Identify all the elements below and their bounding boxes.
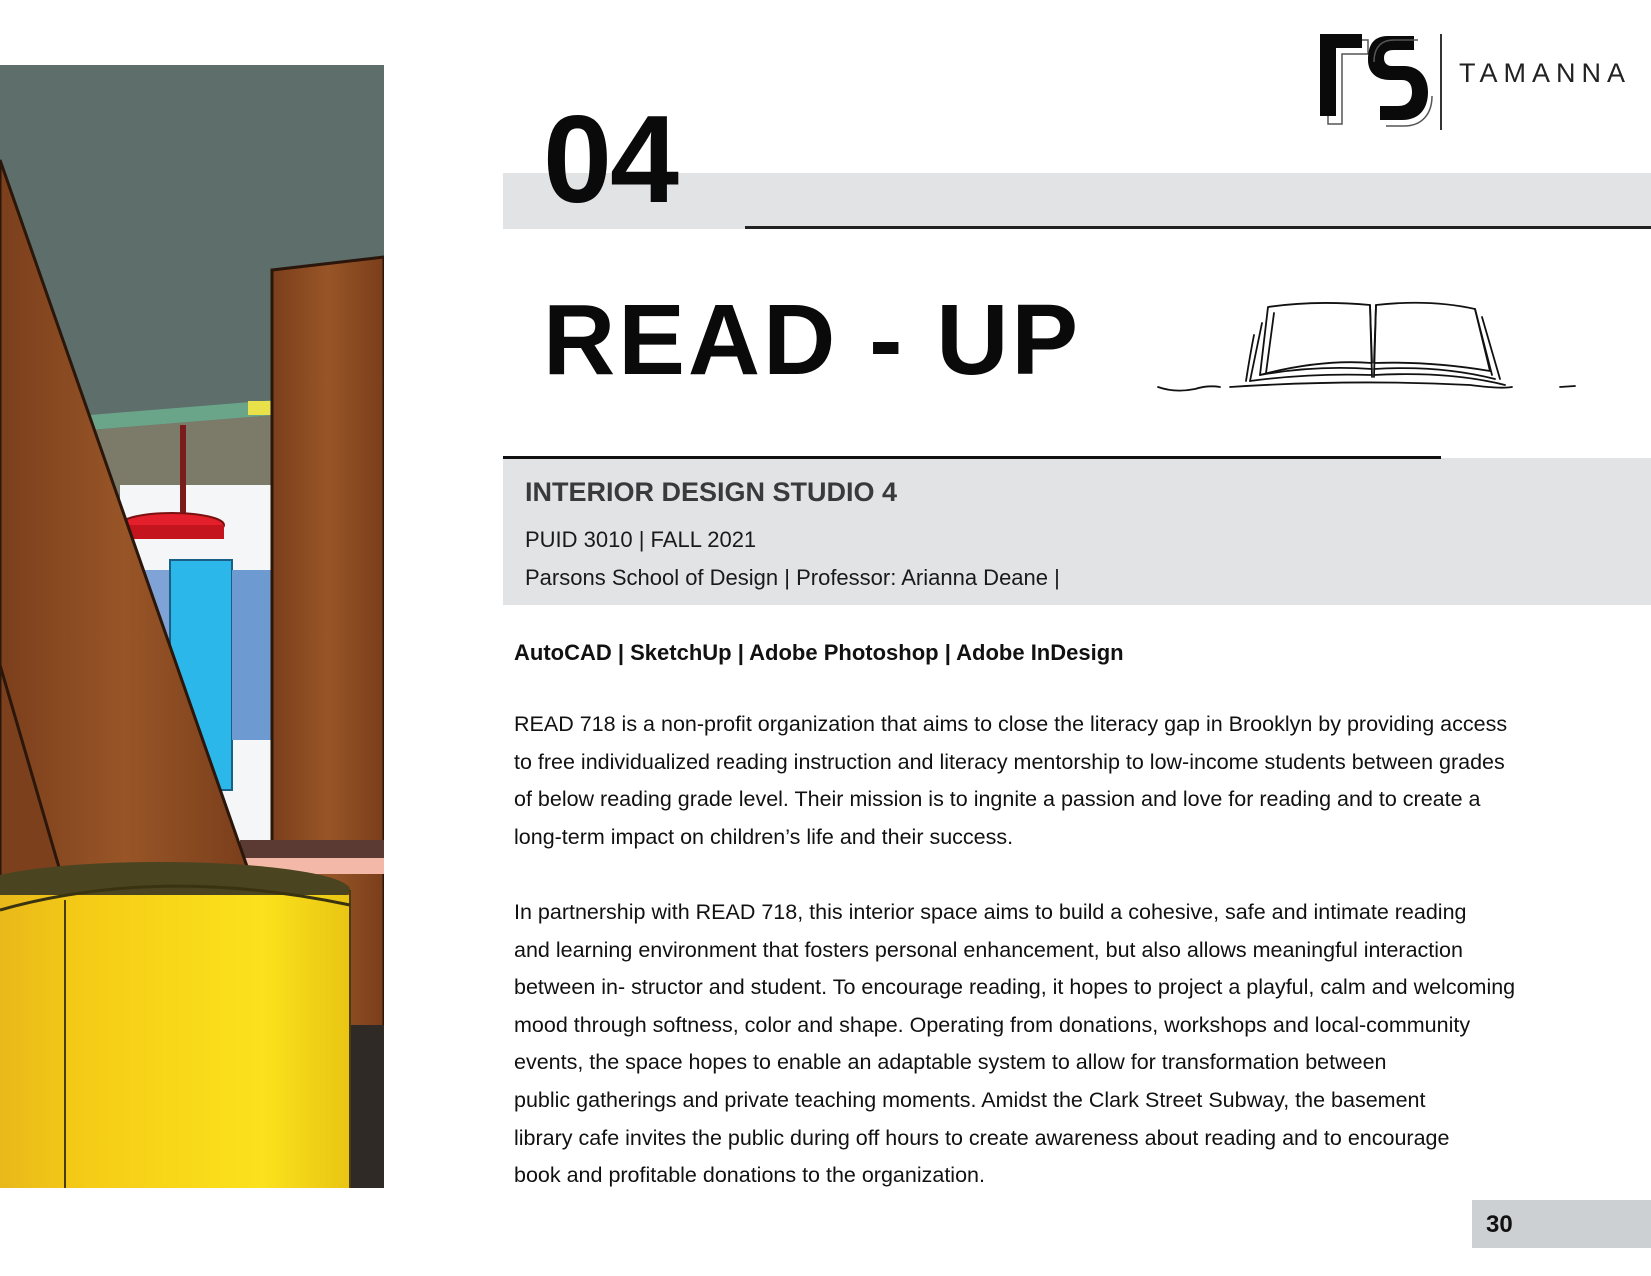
number-rule	[745, 226, 1651, 229]
paragraph-line: and learning environment that fosters personal enhancement, but also allows meaningful interaction	[514, 937, 1463, 962]
paragraph-line: public gatherings and private teaching moments. Amidst the Clark Street Subway, the basement	[514, 1087, 1426, 1112]
paragraph-line: In partnership with READ 718, this interior space aims to build a cohesive, safe and intimate reading	[514, 900, 1467, 924]
logo-name: TAMANNA	[1459, 58, 1632, 88]
description-paragraph	[514, 706, 1624, 856]
logo-divider	[1440, 34, 1442, 130]
paragraph-line: mood through softness, color and shape. Operating from donations, workshops and local-community	[514, 1012, 1471, 1037]
studio-name: INTERIOR DESIGN STUDIO 4	[525, 477, 898, 507]
software-tools: AutoCAD | SketchUp | Adobe Photoshop | Adobe InDesign	[514, 640, 1124, 665]
course-code: PUID 3010 | FALL 2021	[525, 527, 757, 552]
paragraph-line: READ 718 is a non-profit organization that aims to close the literacy gap in Brooklyn by providing access	[514, 712, 1508, 736]
paragraph-line: long-term impact on children’s life and their success.	[514, 824, 1014, 849]
description-paragraph	[514, 894, 1624, 1195]
paragraph-line: between in- structor and student. To encourage reading, it hopes to project a playful, calm and welcoming	[514, 975, 1516, 1000]
paragraph-line: book and profitable donations to the organization.	[514, 1163, 985, 1188]
open-book-sketch-icon	[1150, 295, 1580, 405]
school-professor-line: Parsons School of Design | Professor: Arianna Deane |	[525, 565, 1060, 590]
info-rule	[503, 456, 1441, 459]
paragraph-line: library cafe invites the public during off hours to create awareness about reading and to encourage	[514, 1125, 1450, 1150]
ts-monogram-icon	[1318, 30, 1436, 134]
interior-rendering-image	[0, 65, 384, 1188]
brand-logo	[1318, 30, 1632, 134]
paragraph-line: of below reading grade level. Their mission is to ingnite a passion and love for reading and to create a	[514, 787, 1481, 812]
project-number: 04	[543, 91, 677, 229]
page-number: 30	[1486, 1211, 1513, 1238]
project-title: READ - UP	[543, 284, 1082, 396]
paragraph-line: events, the space hopes to enable an adaptable system to allow for transformation between	[514, 1050, 1387, 1075]
paragraph-line: to free individualized reading instruction and literacy mentorship to low-income students between grades	[514, 749, 1505, 774]
